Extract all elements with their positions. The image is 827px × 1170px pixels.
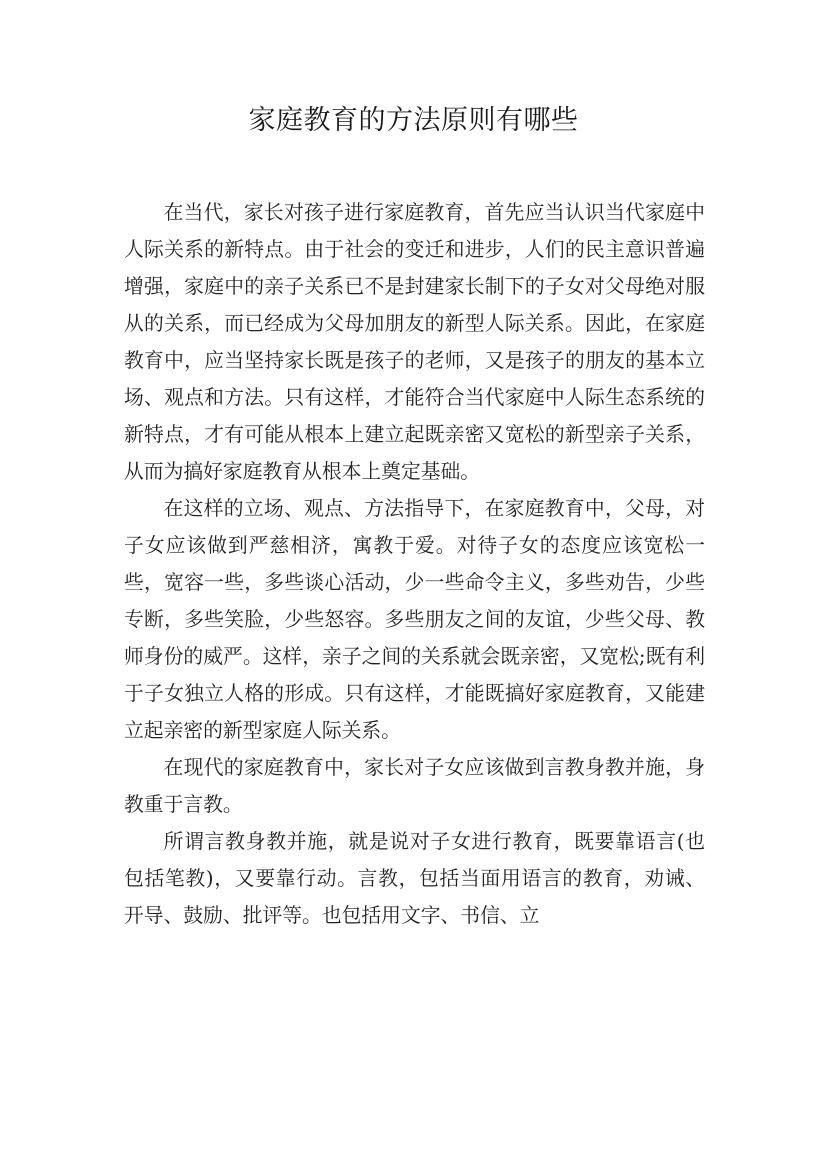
paragraph-4: 所谓言教身教并施，就是说对子女进行教育，既要靠语言(也包括笔教)，又要靠行动。言教，包括当面用语言的教育，劝诫、开导、鼓励、批评等。也包括用文字、书信、立 [124,830,705,927]
paragraph-2: 在这样的立场、观点、方法指导下，在家庭教育中，父母，对子女应该做到严慈相济，寓教于爱。对待子女的态度应该宽松一些，宽容一些，多些谈心活动，少一些命令主义，多些劝告，少些专断，多些笑脸，少些怒容。多些朋友之间的友谊，少些父母、教师身份的威严。这样，亲子之间的关系就会既亲密，又宽松;既有利于子女独立人格的形成。只有这样，才能既搞好家庭教育，又能建立起亲密的新型家庭人际关系。 [124,497,705,742]
document-body [124,194,705,934]
paragraph-1: 在当代，家长对孩子进行家庭教育，首先应当认识当代家庭中人际关系的新特点。由于社会的变迁和进步，人们的民主意识普遍增强，家庭中的亲子关系已不是封建家长制下的子女对父母绝对服从的关系，而已经成为父母加朋友的新型人际关系。因此，在家庭教育中，应当坚持家长既是孩子的老师，又是孩子的朋友的基本立场、观点和方法。只有这样，才能符合当代家庭中人际生态系统的新特点，才有可能从根本上建立起既亲密又宽松的新型亲子关系，从而为搞好家庭教育从根本上奠定基础。 [124,201,705,483]
paragraph-3: 在现代的家庭教育中，家长对子女应该做到言教身教并施，身教重于言教。 [124,756,705,816]
document-title: 家庭教育的方法原则有哪些 [248,105,579,136]
